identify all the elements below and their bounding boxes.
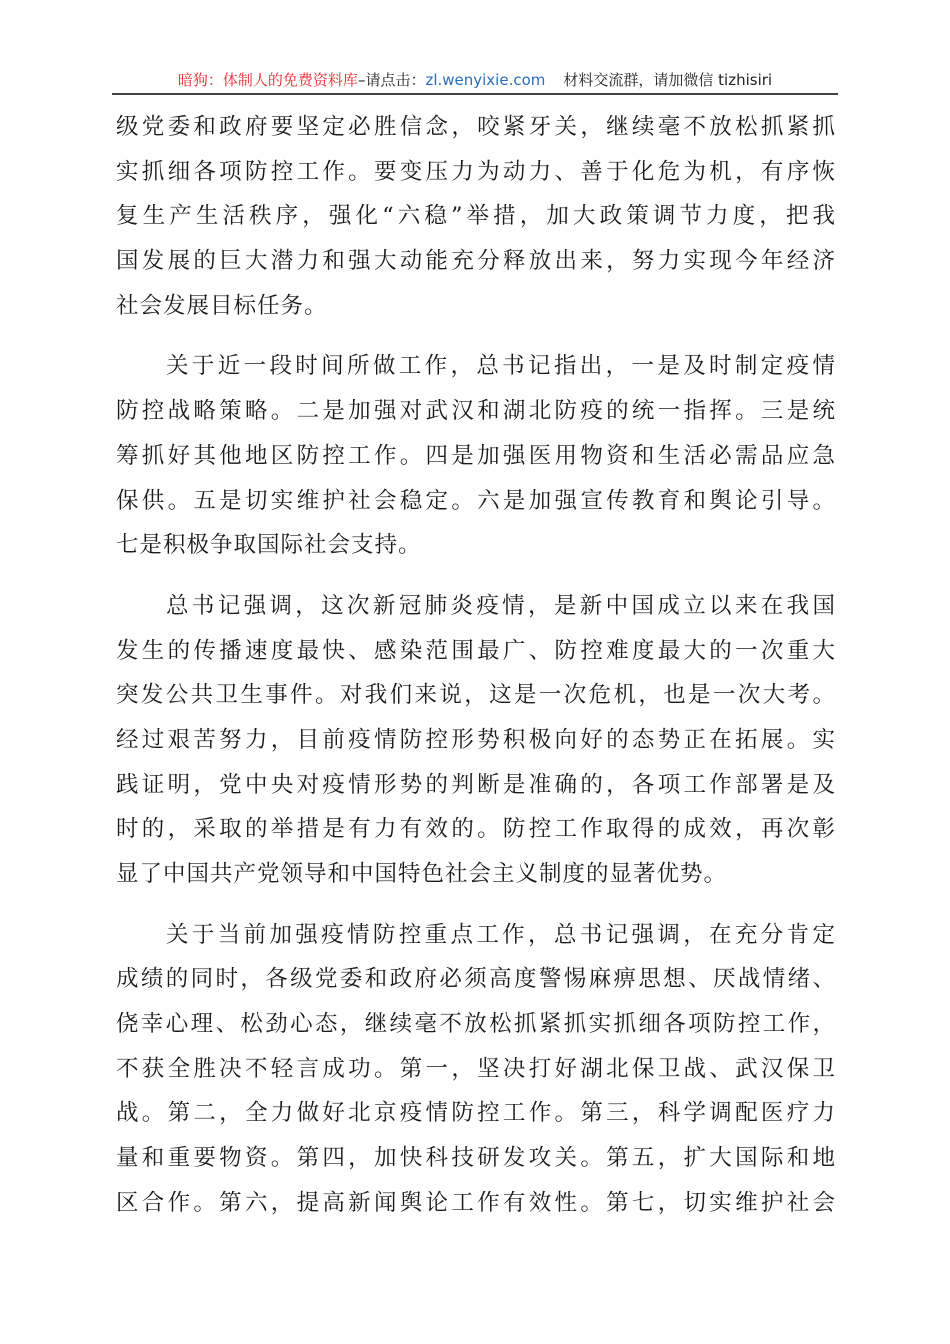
text-line: 突发公共卫生事件。对我们来说，这是一次危机，也是一次大考。: [116, 682, 836, 709]
page-header: [114, 68, 836, 92]
text-line: 实抓细各项防控工作。要变压力为动力、善于化危为机，有序恢: [116, 158, 836, 185]
header-url-link[interactable]: zl.wenyixie.com: [425, 71, 546, 89]
text-line: 践证明，党中央对疫情形势的判断是准确的，各项工作部署是及: [116, 771, 836, 798]
text-line: 关于当前加强疫情防控重点工作，总书记强调，在充分肯定: [166, 921, 836, 948]
header-contact: 材料交流群，请加微信 tizhisiri: [563, 71, 773, 89]
text-line: 成绩的同时，各级党委和政府必须高度警惕麻痹思想、厌战情绪、: [116, 966, 836, 993]
header-divider: [112, 93, 838, 95]
paragraph: [116, 584, 836, 897]
text-line: 显了中国共产党领导和中国特色社会主义制度的显著优势。: [116, 861, 728, 887]
text-line: 量和重要物资。第四，加快科技研发攻关。第五，扩大国际和地: [116, 1145, 836, 1172]
text-line: 复生产生活秩序，强化“六稳”举措，加大政策调节力度，把我: [116, 203, 836, 230]
paragraph: [116, 913, 836, 1226]
header-click-prompt: –请点击：: [357, 71, 426, 89]
text-line: 社会发展目标任务。: [116, 292, 328, 319]
paragraph: [116, 344, 836, 567]
text-line: 不获全胜决不轻言成功。第一，坚决打好湖北保卫战、武汉保卫: [116, 1055, 836, 1082]
text-line: 关于近一段时间所做工作，总书记指出，一是及时制定疫情: [166, 353, 836, 380]
document-body: [116, 105, 836, 1242]
text-line: 侥幸心理、松劲心态，继续毫不放松抓紧抓实抓细各项防控工作，: [116, 1011, 836, 1038]
text-line: 区合作。第六，提高新闻舆论工作有效性。第七，切实维护社会: [116, 1189, 836, 1216]
text-line: 国发展的巨大潜力和强大动能充分释放出来，努力实现今年经济: [116, 248, 836, 275]
text-line: 防控战略策略。二是加强对武汉和湖北防疫的统一指挥。三是统: [116, 398, 836, 425]
text-line: 经过艰苦努力，目前疫情防控形势积极向好的态势正在拓展。实: [116, 726, 836, 753]
text-line: 级党委和政府要坚定必胜信念，咬紧牙关，继续毫不放松抓紧抓: [116, 114, 836, 140]
text-line: 发生的传播速度最快、感染范围最广、防控难度最大的一次重大: [116, 637, 836, 664]
text-line: 筹抓好其他地区防控工作。四是加强医用物资和生活必需品应急: [116, 442, 836, 469]
paragraph: [116, 105, 836, 328]
text-line: 保供。五是切实维护社会稳定。六是加强宣传教育和舆论引导。: [116, 487, 836, 514]
text-line: 七是积极争取国际社会支持。: [116, 532, 422, 559]
text-line: 时的，采取的举措是有力有效的。防控工作取得的成效，再次彰: [116, 816, 836, 843]
text-line: 战。第二，全力做好北京疫情防控工作。第三，科学调配医疗力: [116, 1100, 836, 1127]
text-line: 总书记强调，这次新冠肺炎疫情，是新中国成立以来在我国: [166, 592, 836, 619]
header-promo: 暗狗：体制人的免费资料库: [177, 71, 358, 89]
